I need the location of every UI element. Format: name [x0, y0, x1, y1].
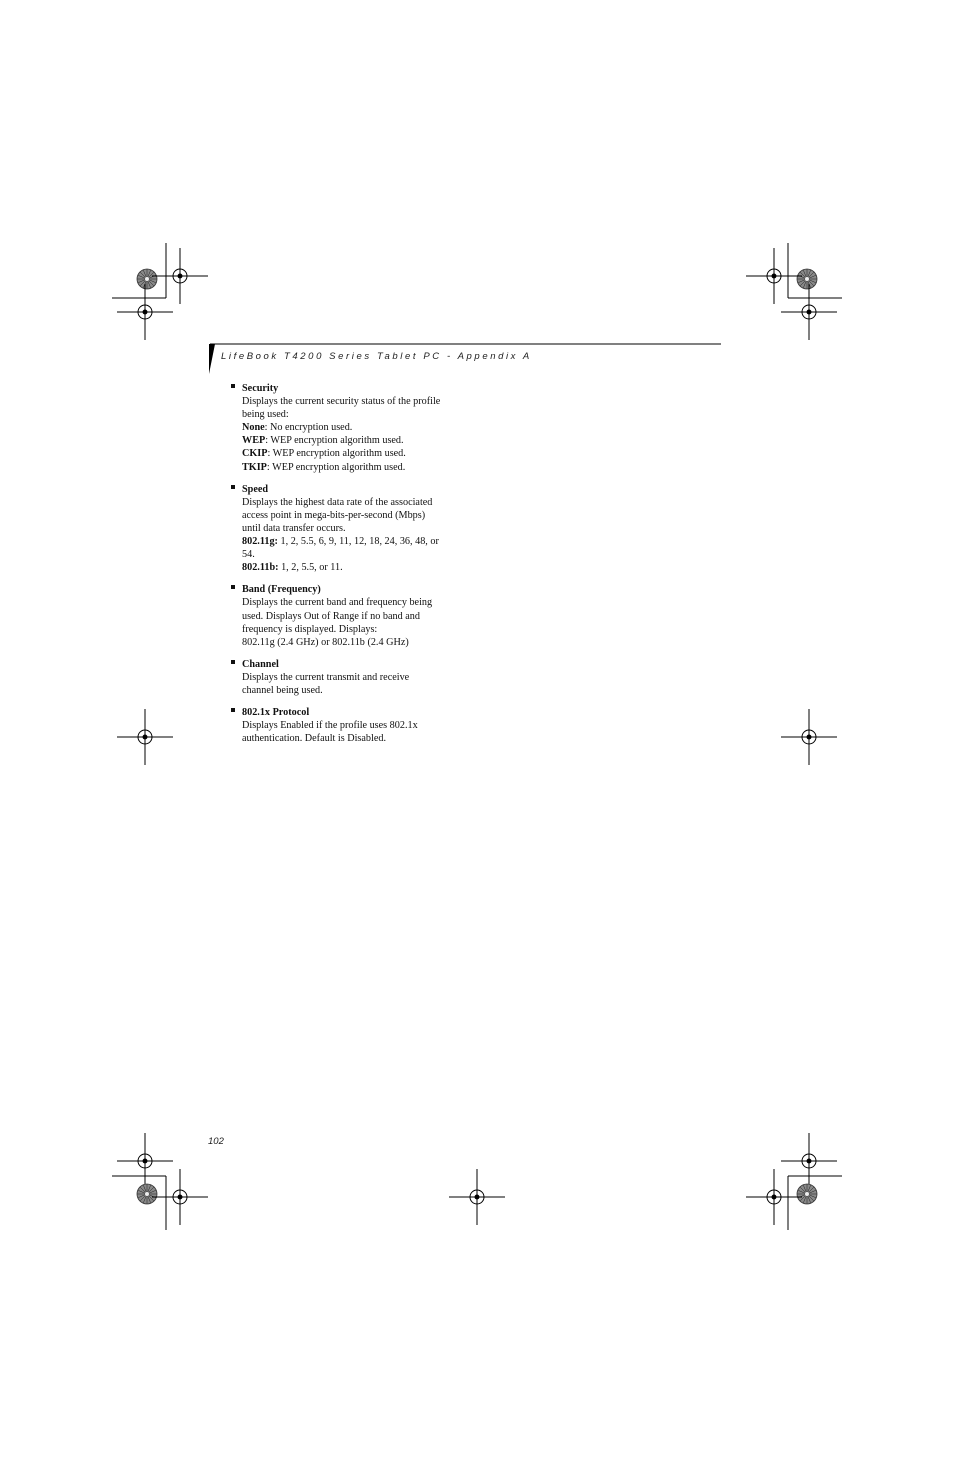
item-line: 802.11g: 1, 2, 5.5, 6, 9, 11, 12, 18, 24, 36, 48, or — [242, 536, 439, 548]
definition-list — [242, 382, 472, 754]
item-line: None: No encryption used. — [242, 422, 353, 434]
list-item-band-frequency — [242, 583, 472, 648]
sunburst-mark-icon — [137, 269, 157, 289]
item-line: Displays the current transmit and receive — [242, 671, 410, 683]
item-title: Speed — [242, 483, 269, 495]
bullet-icon — [231, 585, 235, 589]
item-line: used. Displays Out of Range if no band and — [242, 610, 420, 622]
crosshair-target-icon — [449, 1169, 505, 1225]
item-line: authentication. Default is Disabled. — [242, 733, 386, 745]
item-line: Displays Enabled if the profile uses 802.1x — [242, 720, 418, 732]
list-item-8021x-protocol — [242, 706, 472, 745]
item-line: 802.11b: 1, 2, 5.5, or 11. — [242, 562, 343, 574]
item-title: Band (Frequency) — [242, 584, 321, 596]
list-item-security — [242, 382, 472, 474]
item-line: frequency is displayed. Displays: — [242, 623, 378, 635]
item-line: CKIP: WEP encryption algorithm used. — [242, 448, 406, 460]
crosshair-target-icon — [117, 709, 173, 765]
crosshair-target-icon — [117, 284, 173, 340]
crosshair-target-icon — [781, 284, 837, 340]
item-line: being used: — [242, 409, 289, 421]
list-item-speed — [242, 483, 472, 575]
bullet-icon — [231, 708, 235, 712]
item-line: until data transfer occurs. — [242, 522, 346, 534]
crosshair-target-icon — [781, 1133, 837, 1189]
item-line: TKIP: WEP encryption algorithm used. — [242, 461, 406, 473]
crosshair-target-icon — [746, 1169, 802, 1225]
item-line: channel being used. — [242, 684, 323, 696]
sunburst-mark-icon — [797, 1184, 817, 1204]
crosshair-target-icon — [781, 709, 837, 765]
page-number: 102 — [208, 1136, 224, 1147]
crosshair-target-icon — [152, 1169, 208, 1225]
item-line: Displays the current security status of the profile — [242, 396, 441, 408]
crosshair-target-icon — [152, 248, 208, 304]
item-title: Security — [242, 383, 279, 394]
crosshair-target-icon — [117, 1133, 173, 1189]
item-title: Channel — [242, 658, 279, 670]
item-line: access point in mega-bits-per-second (Mbps) — [242, 509, 426, 521]
bullet-icon — [231, 485, 235, 489]
item-line: 802.11g (2.4 GHz) or 802.11b (2.4 GHz) — [242, 636, 409, 648]
bullet-icon — [231, 660, 235, 664]
item-line: WEP: WEP encryption algorithm used. — [242, 435, 404, 447]
crosshair-target-icon — [746, 248, 802, 304]
sunburst-mark-icon — [797, 269, 817, 289]
sunburst-mark-icon — [137, 1184, 157, 1204]
item-line: Displays the current band and frequency being — [242, 597, 433, 609]
bullet-icon — [231, 384, 235, 388]
list-item-channel — [242, 658, 472, 697]
item-line: 54. — [242, 549, 255, 561]
running-header: LifeBook T4200 Series Tablet PC - Appendix A — [221, 351, 532, 362]
item-title: 802.1x Protocol — [242, 707, 310, 719]
item-line: Displays the highest data rate of the associated — [242, 496, 433, 508]
